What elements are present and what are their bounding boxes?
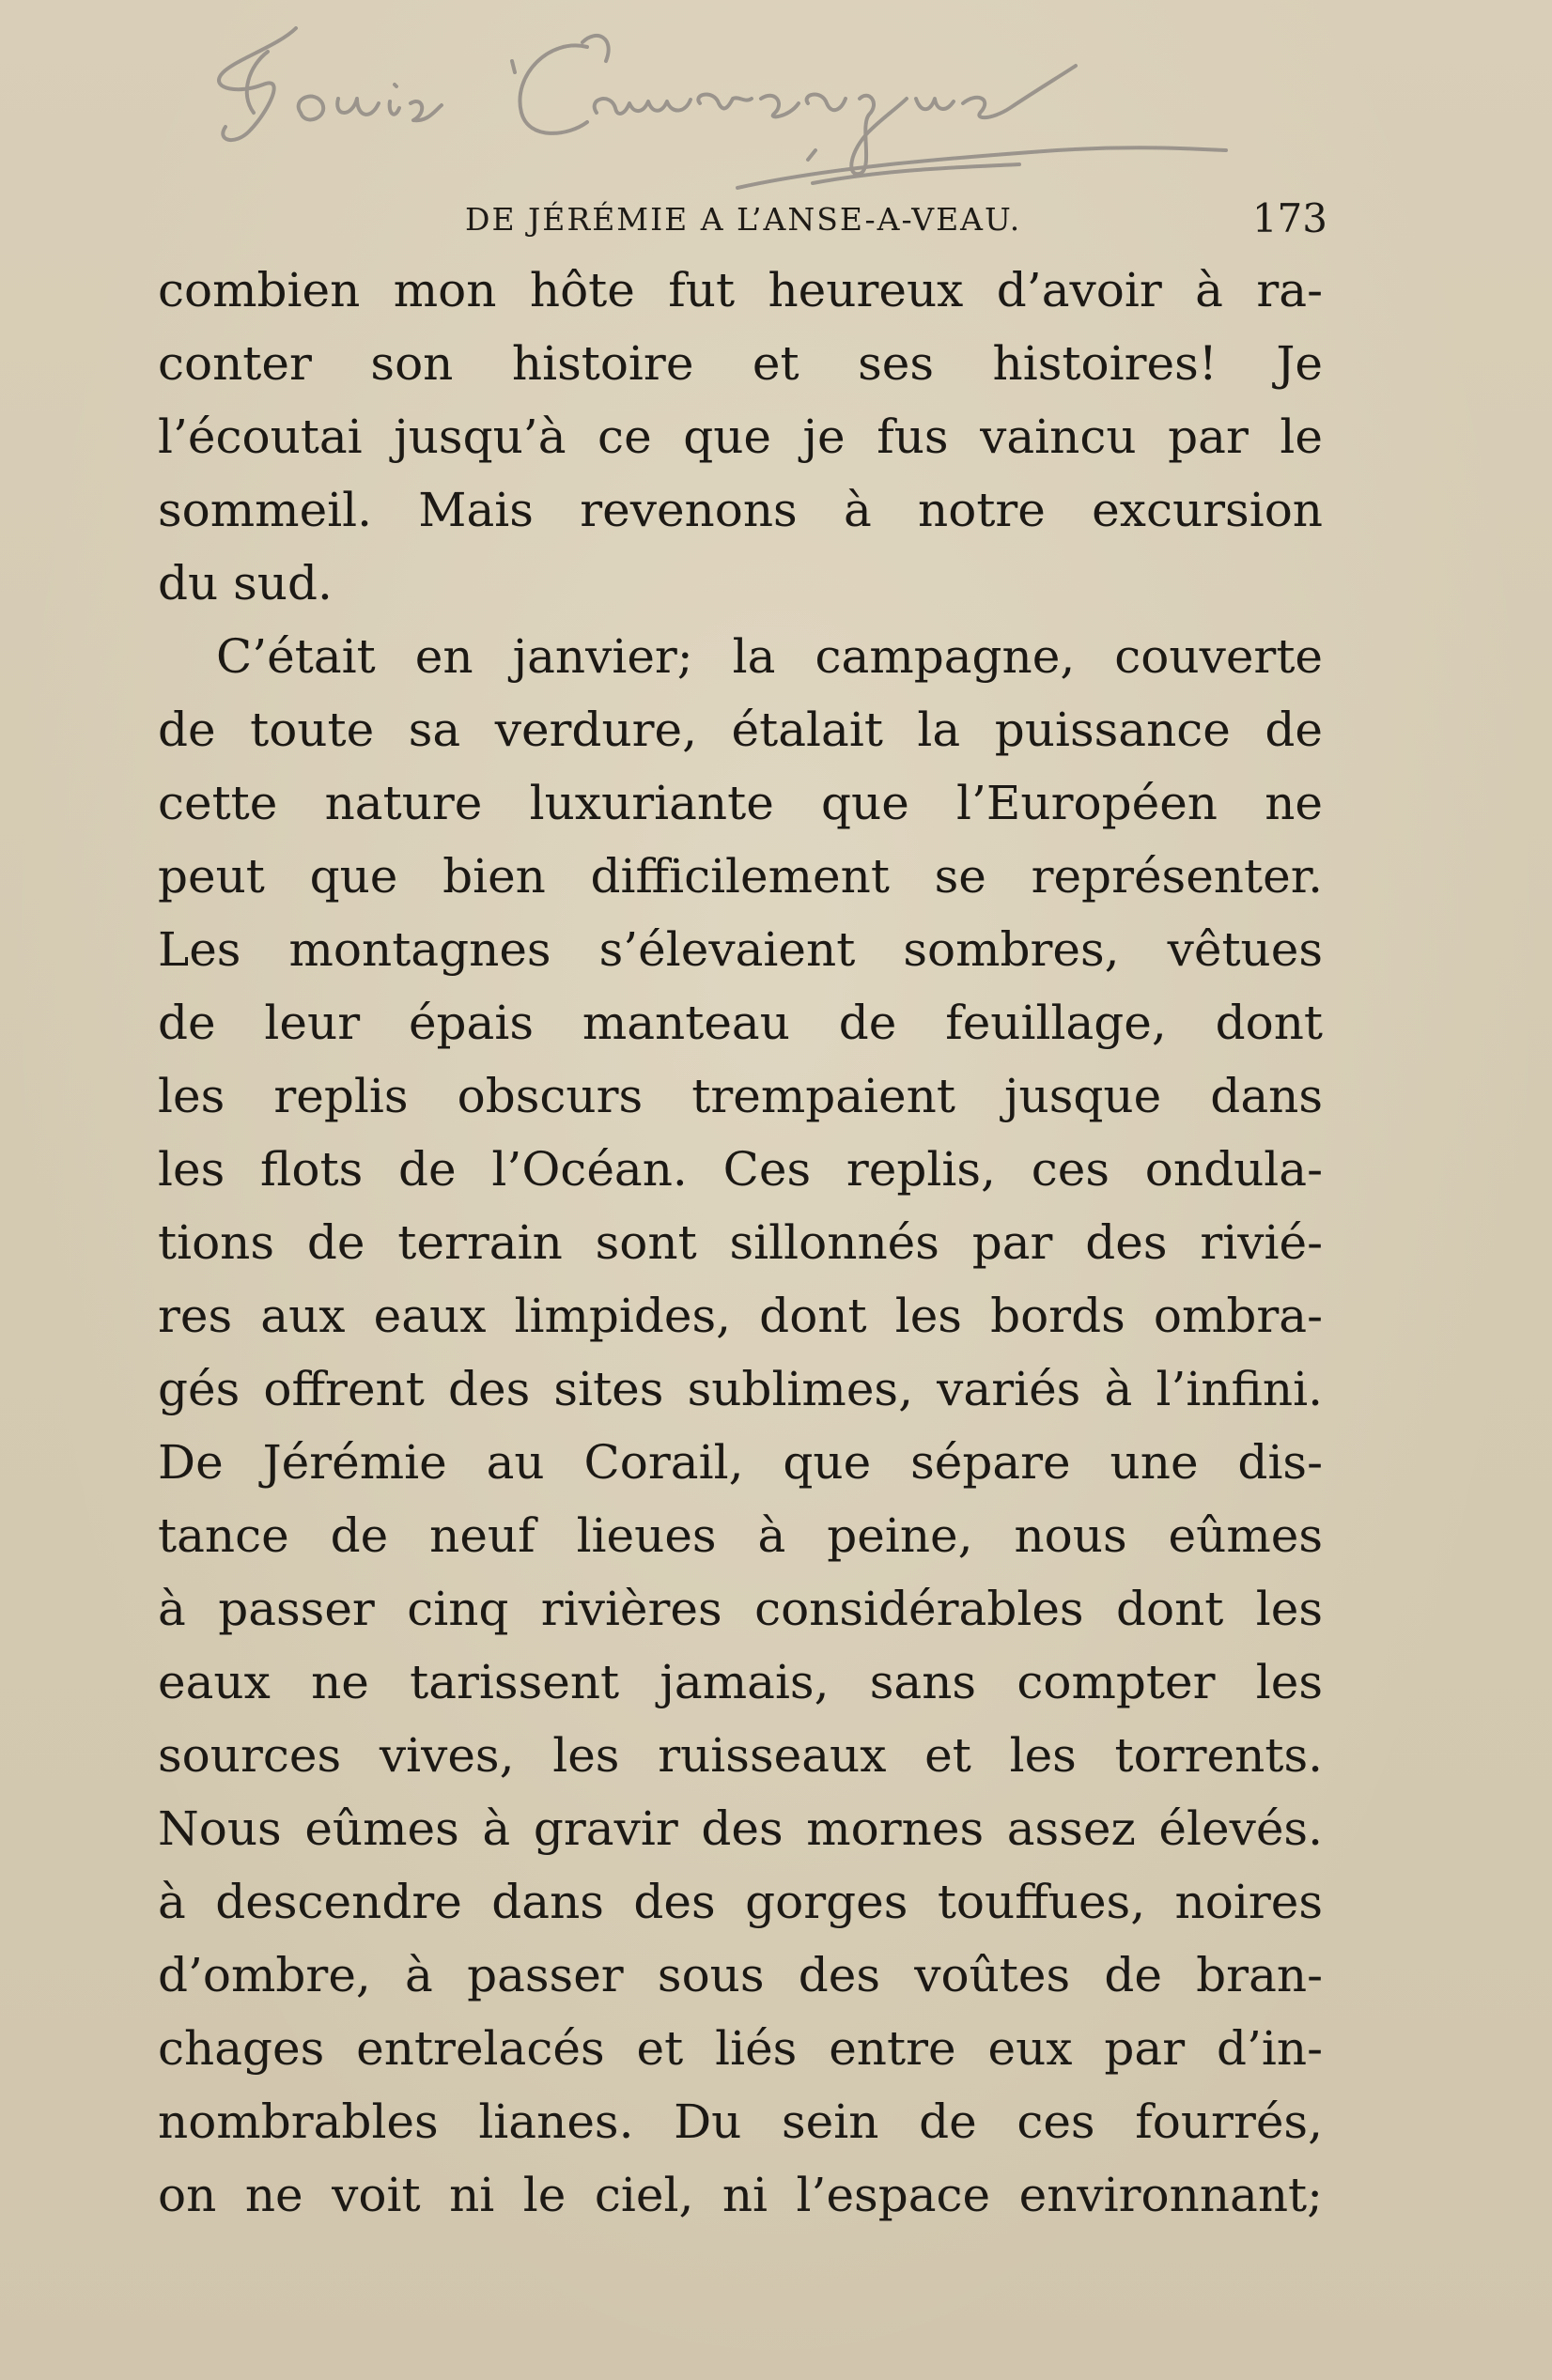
text-line: l’écoutai jusqu’à ce que je fus vaincu par le	[158, 410, 1323, 464]
text-line: chages entrelacés et liés entre eux par d’in-	[158, 2021, 1323, 2076]
page-header	[465, 190, 1327, 246]
text-line: peut que bien difficilement se représenter.	[158, 849, 1323, 904]
text-line: tions de terrain sont sillonnés par des rivié-	[158, 1215, 1323, 1270]
text-line: cette nature luxuriante que l’Européen ne	[158, 776, 1323, 830]
text-line: sommeil. Mais revenons à notre excursion	[158, 483, 1323, 537]
text-line: de leur épais manteau de feuillage, dont	[158, 996, 1323, 1050]
text-line: C’était en janvier; la campagne, couverte	[216, 629, 1323, 684]
handwritten-signature	[211, 9, 1245, 207]
text-line: les replis obscurs trempaient jusque dans	[158, 1069, 1323, 1123]
text-line: à passer cinq rivières considérables dont les	[158, 1582, 1323, 1636]
page-number: 173	[1251, 195, 1327, 241]
text-line: gés offrent des sites sublimes, variés à l’infini.	[158, 1362, 1323, 1416]
text-line: d’ombre, à passer sous des voûtes de bran-	[158, 1948, 1323, 2002]
text-line: on ne voit ni le ciel, ni l’espace environnant;	[158, 2168, 1323, 2222]
text-line: Nous eûmes à gravir des mornes assez élevés.	[158, 1801, 1323, 1856]
text-line: eaux ne tarissent jamais, sans compter les	[158, 1655, 1323, 1709]
text-line: du sud.	[158, 556, 333, 610]
text-line: sources vives, les ruisseaux et les torrents.	[158, 1728, 1323, 1783]
text-line: conter son histoire et ses histoires! Je	[158, 336, 1323, 391]
text-line: combien mon hôte fut heureux d’avoir à ra-	[158, 263, 1323, 317]
body-text	[158, 254, 1323, 2232]
text-line: à descendre dans des gorges touffues, noires	[158, 1875, 1323, 1929]
text-line: De Jérémie au Corail, que sépare une dis-	[158, 1435, 1323, 1490]
text-line: les flots de l’Océan. Ces replis, ces ondula-	[158, 1142, 1323, 1197]
text-line: nombrables lianes. Du sein de ces fourrés,	[158, 2094, 1323, 2149]
running-head: DE JÉRÉMIE A L’ANSE-A-VEAU.	[465, 201, 1022, 238]
text-line: res aux eaux limpides, dont les bords ombra-	[158, 1289, 1323, 1343]
text-line: Les montagnes s’élevaient sombres, vêtues	[158, 922, 1323, 977]
text-line: tance de neuf lieues à peine, nous eûmes	[158, 1508, 1323, 1563]
text-line: de toute sa verdure, étalait la puissance de	[158, 703, 1323, 757]
